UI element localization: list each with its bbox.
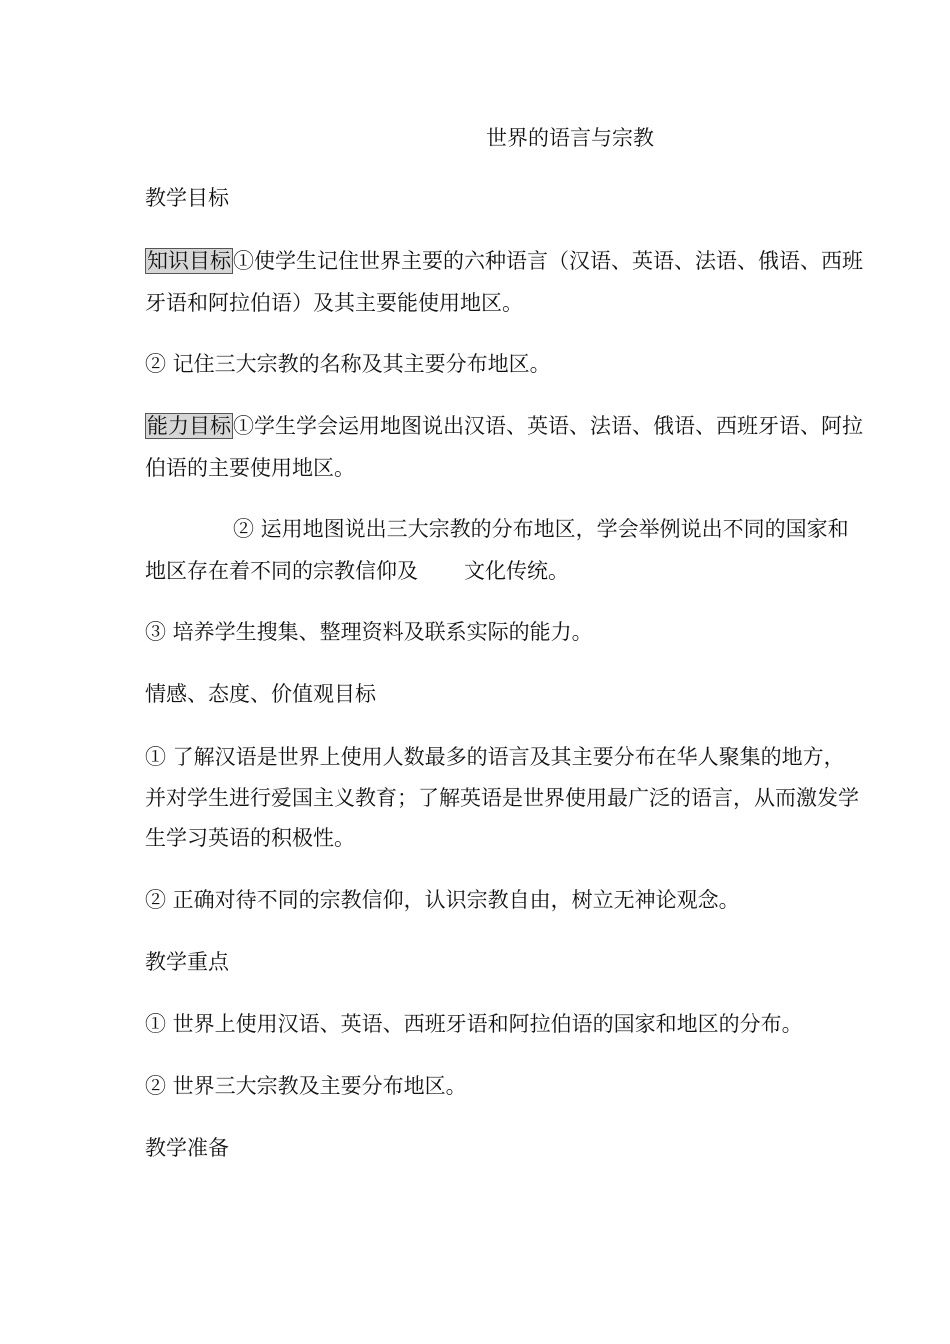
key-points-heading: 教学重点 [145,950,229,974]
ability-objective-text-3: ③ 培养学生搜集、整理资料及联系实际的能力。 [145,620,593,644]
ability-objective-text-2b1: 地区存在着不同的宗教信仰及 [145,559,418,583]
preparation-heading: 教学准备 [145,1136,229,1160]
ability-objective-line-2b [145,559,569,583]
emotion-objective-heading: 情感、态度、价值观目标 [145,682,376,706]
emotion-objective-text-1c: 生学习英语的积极性。 [145,826,355,850]
document-title: 世界的语言与宗教 [486,126,654,150]
ability-objective-tag: 能力目标 [147,414,231,438]
emotion-objective-text-1a: ① 了解汉语是世界上使用人数最多的语言及其主要分布在华人聚集的地方， [145,745,845,769]
ability-objective-line-1 [145,414,863,438]
ability-objective-text-1a: ①学生学会运用地图说出汉语、英语、法语、俄语、西班牙语、阿拉 [233,414,863,438]
knowledge-objective-line-1 [145,249,863,273]
ability-objective-text-2a: ② 运用地图说出三大宗教的分布地区，学会举例说出不同的国家和 [233,517,849,541]
key-point-1: ① 世界上使用汉语、英语、西班牙语和阿拉伯语的国家和地区的分布。 [145,1012,803,1036]
knowledge-objective-text-1b: 牙语和阿拉伯语）及其主要能使用地区。 [145,291,523,315]
objectives-heading: 教学目标 [145,186,229,210]
key-point-2: ② 世界三大宗教及主要分布地区。 [145,1074,467,1098]
emotion-objective-text-1b: 并对学生进行爱国主义教育；了解英语是世界使用最广泛的语言，从而激发学 [145,786,859,810]
knowledge-objective-tag: 知识目标 [147,249,231,273]
knowledge-objective-text-2: ② 记住三大宗教的名称及其主要分布地区。 [145,352,551,376]
knowledge-objective-text-1a: ①使学生记住世界主要的六种语言（汉语、英语、法语、俄语、西班 [233,249,863,273]
ability-objective-text-2b2: 文化传统。 [464,559,569,583]
emotion-objective-text-2: ② 正确对待不同的宗教信仰，认识宗教自由，树立无神论观念。 [145,888,740,912]
ability-objective-text-1b: 伯语的主要使用地区。 [145,456,355,480]
